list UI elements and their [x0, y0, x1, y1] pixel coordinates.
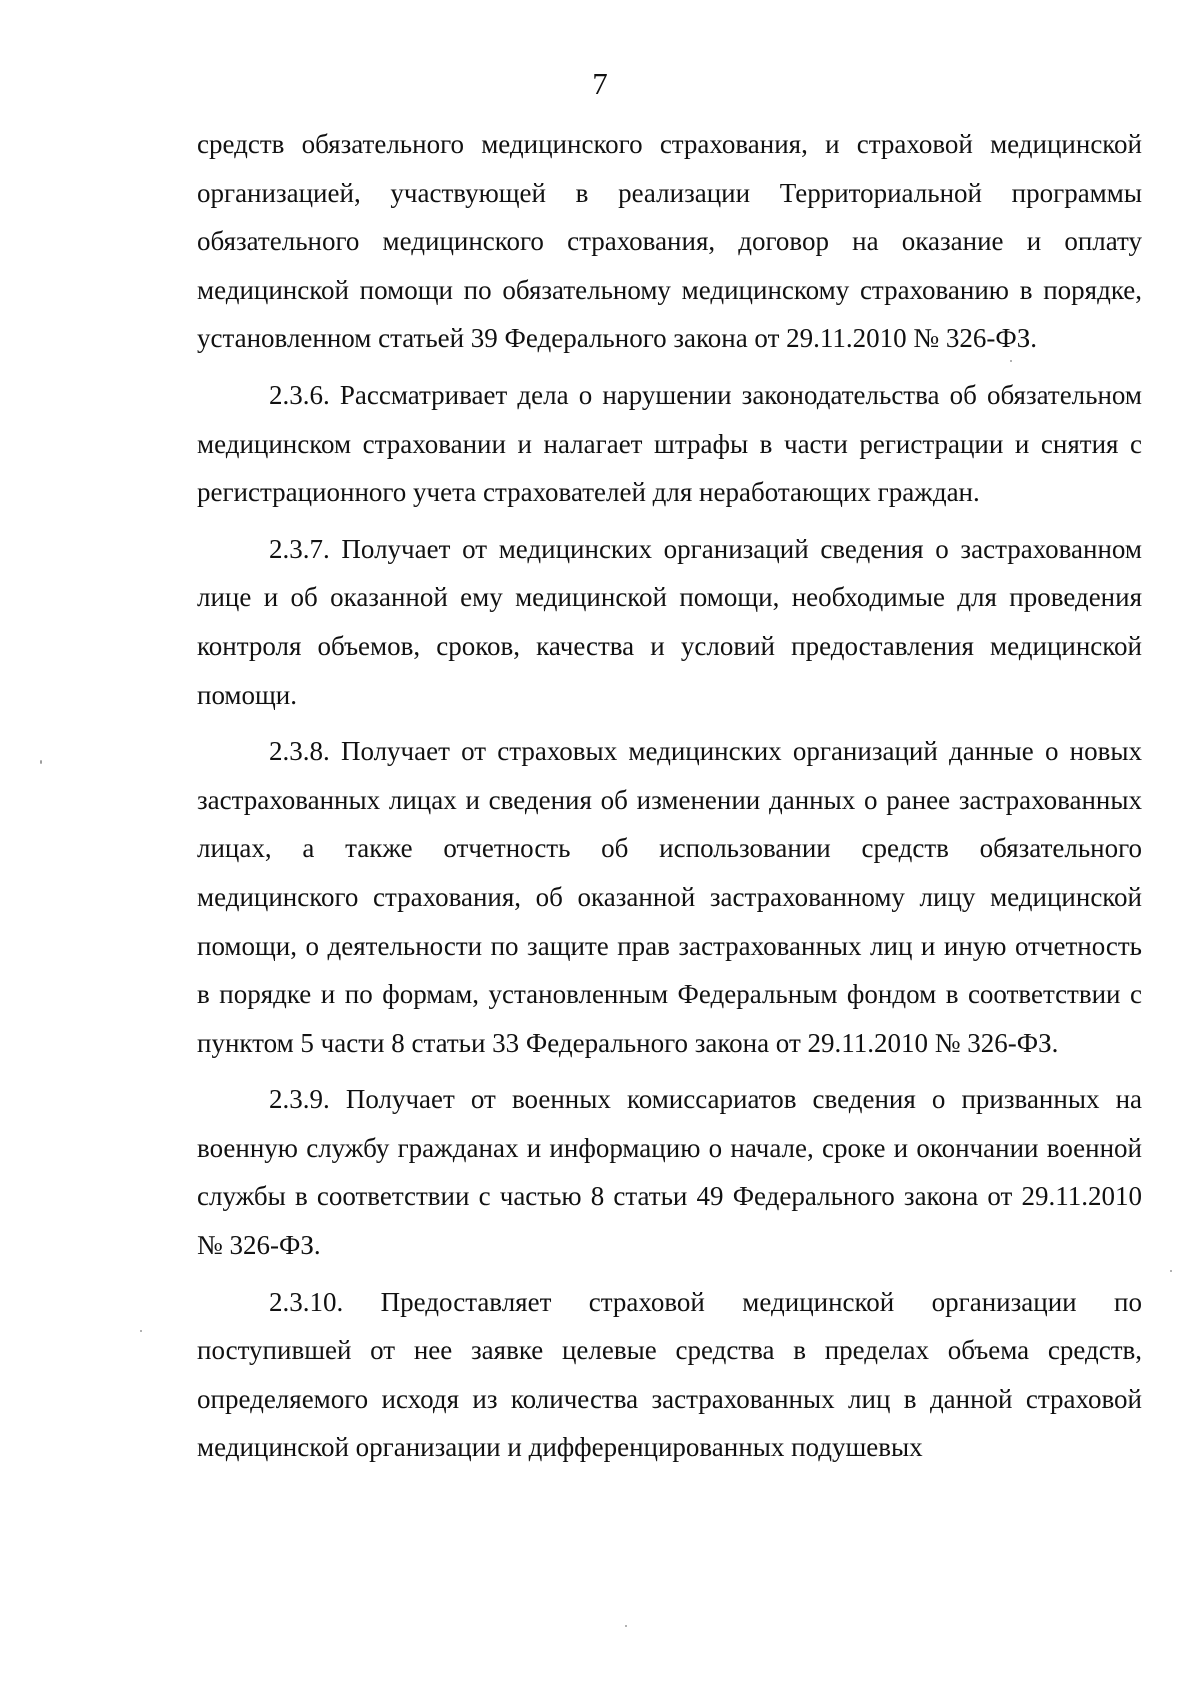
paragraph-2-3-10: 2.3.10. Предоставляет страховой медицинской организации по поступившей от нее заявке целевые средства в пределах объема средств, определяемого исходя из количества застрахованных лиц в данной страховой медицинской организации и дифференцированных подушевых	[197, 1286, 1142, 1463]
paragraph-continuation: средств обязательного медицинского страхования, и страховой медицинской организацией, участвующей в реализации Территориальной программы обязательного медицинского страхования, договор на оказание и оплату медицинской помощи по обязательному медицинскому страхованию в порядке, установленном статьей 39 Федерального закона от 29.11.2010 № 326-ФЗ.	[197, 129, 1142, 354]
scan-speck	[140, 1330, 142, 1332]
paragraph-2-3-9: 2.3.9. Получает от военных комиссариатов сведения о призванных на военную службу гражданах и информацию о начале, сроке и окончании военной службы в соответствии с частью 8 статьи 49 Федерального закона от 29.11.2010 № 326-ФЗ.	[197, 1084, 1142, 1261]
scan-speck	[1010, 360, 1012, 362]
scan-speck	[625, 1625, 627, 1627]
scan-speck	[40, 760, 42, 764]
document-body	[197, 120, 1142, 1472]
paragraph-2-3-8: 2.3.8. Получает от страховых медицинских организаций данные о новых застрахованных лицах и сведения об изменении данных о ранее застрахованных лицах, а также отчетность об использовании средств обязательного медицинского страхования, об оказанной застрахованному лицу медицинской помощи, о деятельности по защите прав застрахованных лиц и иную отчетность в порядке и по формам, установленным Федеральным фондом в соответствии с пунктом 5 части 8 статьи 33 Федерального закона от 29.11.2010 № 326-ФЗ.	[197, 736, 1142, 1058]
paragraph-2-3-7: 2.3.7. Получает от медицинских организаций сведения о застрахованном лице и об оказанной ему медицинской помощи, необходимые для проведения контроля объемов, сроков, качества и условий предоставления медицинской помощи.	[197, 533, 1142, 710]
paragraph-2-3-6: 2.3.6. Рассматривает дела о нарушении законодательства об обязательном медицинском страховании и налагает штрафы в части регистрации и снятия с регистрационного учета страхователей для неработающих граждан.	[197, 379, 1142, 508]
page-number: 7	[592, 66, 608, 101]
scan-speck	[1170, 1270, 1172, 1272]
